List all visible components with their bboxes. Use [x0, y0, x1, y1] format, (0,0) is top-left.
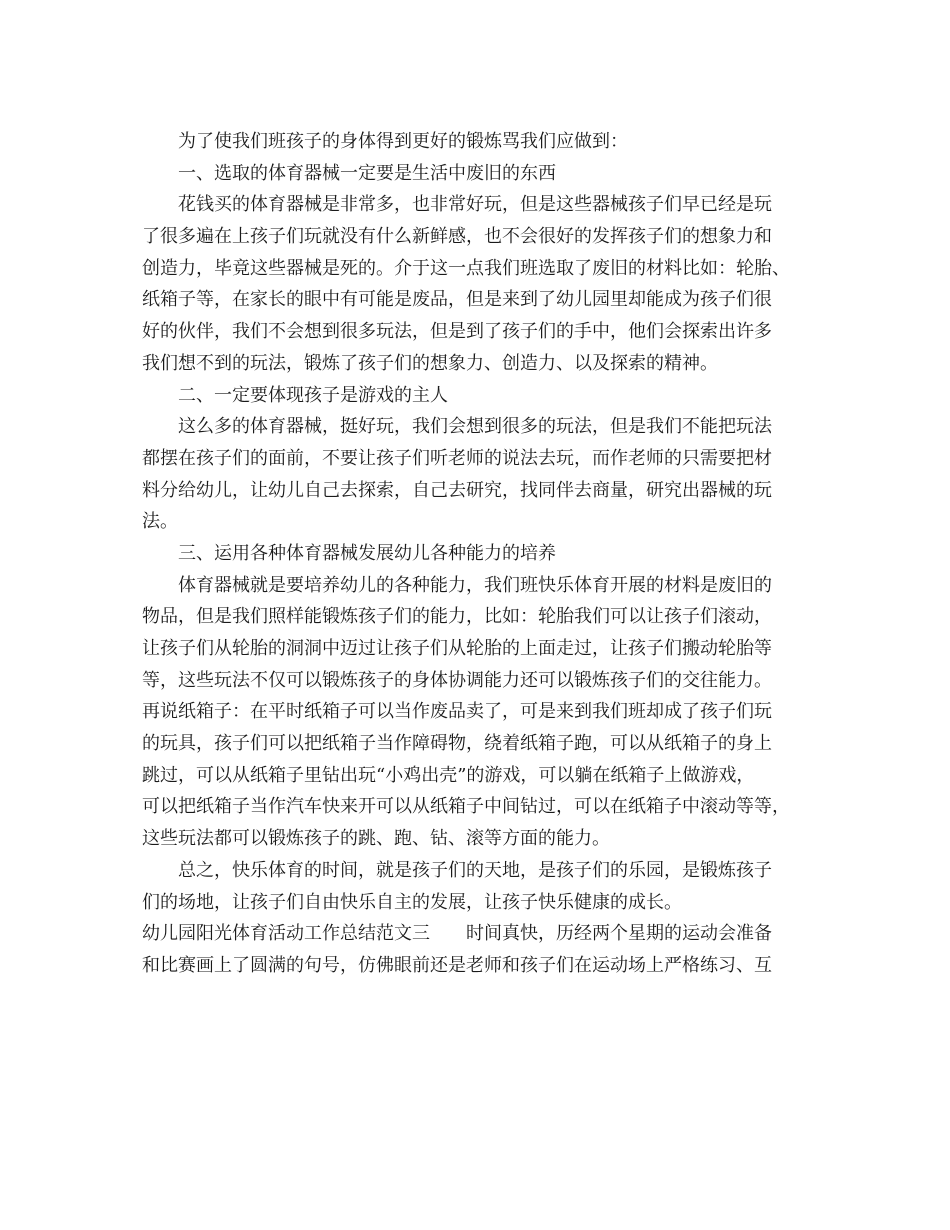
paragraph-line: 物品，但是我们照样能锻炼孩子们的能力，比如：轮胎我们可以让孩子们滚动， [142, 606, 772, 628]
paragraph-line: 体育器械就是要培养幼儿的各种能力，我们班快乐体育开展的材料是废旧的 [178, 574, 772, 596]
paragraph-line: 三、运用各种体育器械发展幼儿各种能力的培养 [178, 542, 556, 564]
paragraph-line: 好的伙伴，我们不会想到很多玩法，但是到了孩子们的手中，他们会探索出许多 [142, 321, 772, 343]
paragraph-line: 这么多的体育器械，挺好玩，我们会想到很多的玩法，但是我们不能把玩法 [178, 416, 772, 438]
paragraph-line: 的玩具，孩子们可以把纸箱子当作障碍物，绕着纸箱子跑，可以从纸箱子的身上 [142, 733, 772, 755]
paragraph-line: 等，这些玩法不仅可以锻炼孩子的身体协调能力还可以锻炼孩子们的交往能力。 [142, 669, 772, 691]
section-intro-text: 时间真快，历经两个星期的运动会准备 [466, 923, 772, 945]
paragraph-line: 都摆在孩子们的面前，不要让孩子们听老师的说法去玩，而作老师的只需要把材 [142, 447, 772, 469]
paragraph-line: 了很多遍在上孩子们玩就没有什么新鲜感，也不会很好的发挥孩子们的想象力和 [142, 226, 772, 248]
paragraph-line: 花钱买的体育器械是非常多，也非常好玩，但是这些器械孩子们早已经是玩 [178, 194, 772, 216]
paragraph-line: 法。 [142, 511, 178, 533]
paragraph-line: 料分给幼儿，让幼儿自己去探索，自己去研究，找同伴去商量，研究出器械的玩 [142, 479, 772, 501]
paragraph-line: 可以把纸箱子当作汽车快来开可以从纸箱子中间钻过，可以在纸箱子中滚动等等， [142, 796, 790, 818]
section-title: 幼儿园阳光体育活动工作总结范文三 [142, 923, 430, 945]
paragraph-line: 这些玩法都可以锻炼孩子的跳、跑、钻、滚等方面的能力。 [142, 828, 610, 850]
paragraph-line: 为了使我们班孩子的身体得到更好的锻炼骂我们应做到： [178, 131, 628, 152]
paragraph-line: 我们想不到的玩法，锻炼了孩子们的想象力、创造力、以及探索的精神。 [142, 352, 718, 374]
paragraph-line: 们的场地，让孩子们自由快乐自主的发展，让孩子快乐健康的成长。 [142, 891, 682, 913]
section-heading-line [142, 918, 812, 950]
paragraph-line: 再说纸箱子：在平时纸箱子可以当作废品卖了，可是来到我们班却成了孩子们玩 [142, 701, 772, 723]
paragraph-line: 创造力，毕竟这些器械是死的。介于这一点我们班选取了废旧的材料比如：轮胎、 [142, 257, 790, 279]
paragraph-line: 纸箱子等，在家长的眼中有可能是废品，但是来到了幼儿园里却能成为孩子们很 [142, 289, 772, 311]
document-body [142, 126, 812, 982]
paragraph-line: 一、选取的体育器械一定要是生活中废旧的东西 [178, 162, 556, 184]
paragraph-line: 让孩子们从轮胎的洞洞中迈过让孩子们从轮胎的上面走过，让孩子们搬动轮胎等 [142, 638, 772, 659]
paragraph-line: 二、一定要体现孩子是游戏的主人 [178, 384, 448, 406]
paragraph-line: 总之，快乐体育的时间，就是孩子们的天地，是孩子们的乐园，是锻炼孩子 [178, 859, 772, 881]
paragraph-line: 跳过，可以从纸箱子里钻出玩“小鸡出壳”的游戏，可以躺在纸箱子上做游戏， [142, 764, 755, 786]
paragraph-line: 和比赛画上了圆满的句号，仿佛眼前还是老师和孩子们在运动场上严格练习、互 [142, 954, 772, 976]
